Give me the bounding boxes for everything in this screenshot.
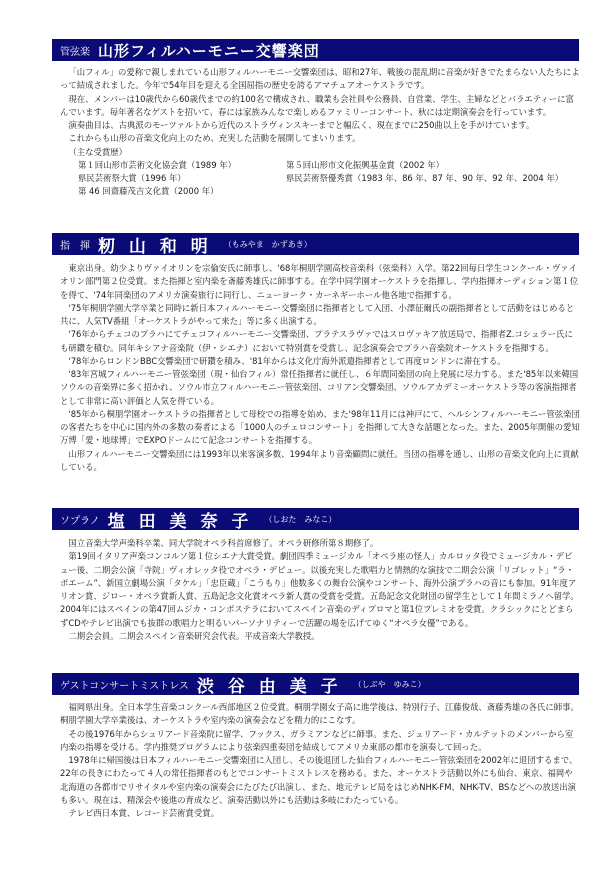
conductor-paragraph: 東京出身。幼少よりヴァイオリンを宗倫安氏に師事し、'68年桐朋学園高校音楽科（弦楽科）入学。第22回毎日学生コンクール・ヴァイオリン部門第２位受賞。また指揮と室内楽を斎藤秀雄氏に師事する。在学中同学園オーケストラを指揮し、学内指揮オーディション第１位を得て、'74年同楽団のアメリカ演奏旅行に同行し、ニューヨーク・カーネギーホール他各地で指揮する。 xyxy=(60,263,579,300)
section-header-mistress xyxy=(52,673,579,695)
mistress-body xyxy=(60,701,580,820)
conductor-paragraph: '85年から桐朋学園オーケストラの指揮者として母校での指導を始め、また'98年11月には神戸にて、ヘルシンフィルハーモニー管弦楽団の客者たちを中心に国内外の多数の奏者による「1000人のチェロコンサート」を指揮して大きな話題となった。また、2005年開催の愛知万博「愛・地球博」でEXPOドームにて記念コンサートを指揮する。 xyxy=(60,408,580,446)
conductor-paragraph: '78年からロンドンBBC交響楽団で研鑽を積み、'81年からは文化庁海外派遣指揮者として再度ロンドンに滞在する。 xyxy=(68,355,506,366)
section-header-orchestra xyxy=(52,39,579,61)
soprano-paragraph: 国立音楽大学声楽科卒業、同大学院オペラ科首席修了。オペラ研修所第８期修了。 xyxy=(68,538,379,548)
orchestra-paragraph: 現在、メンバーは10歳代から60歳代までの約100名で構成され、職業も会社員や公務員、自営業、学生、主婦などとバラエティーに富んでいます。毎年著名なゲストを招いて、春には家族みんなで楽しめるファミリーコンサート、秋には定期演奏会を行っています。 xyxy=(60,93,574,117)
orchestra-title: 山形フィルハーモニー交響楽団 xyxy=(98,41,320,60)
mistress-paragraph: 1978年に帰国後は日本フィルハーモニー交響楽団に入団し、その後退団した仙台フィルハーモニー管弦楽団を2002年に退団するまで、22年の長きにわたって４人の常任指揮者のもとでコンサートミストレスを務める。また、オーケストラ活動以外にも仙台、東京、福岡や北海道の各都市でリサイタルや室内楽の演奏会にたびたび出演し、また、地元テレビ局をはじめNHK-FM、NHK-TV、BSなどへの放送出演も多い。現在は、精深会や後進の育成など、演奏活動以外にも活動は多岐にわたっている。 xyxy=(60,755,578,805)
section-header-conductor xyxy=(52,233,579,255)
awards-heading: （主な受賞歴） xyxy=(68,146,128,157)
award-item: 県民芸術祭優秀賞（1983 年、86 年、87 年、90 年、92 年、2004 年） xyxy=(286,173,564,183)
award-item: 第 46 回齋藤茂吉文化賞（2000 年） xyxy=(78,186,219,197)
award-item: 第５回山形市文化振興基金賞（2002 年） xyxy=(286,159,444,170)
orchestra-paragraph: これからも山形の音楽文化向上のため、充実した活動を展開してまいります。 xyxy=(68,133,361,144)
soprano-name: 塩 田 美 奈 子 xyxy=(107,511,253,530)
conductor-paragraph: '83年宮城フィルハーモニー管弦楽団（現・仙台フィル）常任指揮者に就任し、６年間同楽団の向上発展に尽力する。また'85年以来韓国ソウルの音楽界に多く招かれ、ソウル市立フィルハーモニー管弦楽団、コリアン交響楽団、ソウルアカデミーオーケストラ等の客演指揮者として非常に高い評価と人気を得ている。 xyxy=(60,369,579,406)
orchestra-body xyxy=(60,66,580,199)
conductor-name: 籾 山 和 明 xyxy=(98,236,212,255)
conductor-paragraph: '75年桐朋学園大学卒業と同時に新日本フィルハーモニー交響楽団に指揮者として入団、小澤征爾氏の副指揮者として活動をはじめると共に、人気TV番組「オーケストラがやって来た」等に多く出演する。 xyxy=(60,302,575,326)
soprano-paragraph: 二期会会員。二期会スペイン音楽研究会代表。平成音楽大学教授。 xyxy=(68,630,320,641)
conductor-category: 指 揮 xyxy=(60,240,90,252)
award-item: 第１回山形市芸術文化協会賞（1989 年） xyxy=(78,159,236,170)
conductor-paragraph: 山形フィルハーモニー交響楽団には1993年以来客演多数、1994年より音楽顧問に就任。当団の指導を通し、山形の音楽文化向上に貢献している。 xyxy=(60,448,579,472)
section-header-soprano xyxy=(52,508,579,530)
orchestra-category: 管弦楽 xyxy=(60,46,90,58)
mistress-category: ゲストコンサートミストレス xyxy=(60,680,189,692)
mistress-paragraph: その後1976年からシュリアード音楽院に留学、フックス、ガラミアンなどに師事。また、ジュリアード・カルテットのメンバーから室内楽の指導を受ける。学内推奨プログラムにより弦楽四重奏団を結成してアメリカ東部の都市を演奏して回った。 xyxy=(60,728,574,752)
soprano-category: ソプラノ xyxy=(60,515,100,527)
orchestra-paragraph: 「山フィル」の愛称で親しまれている山形フィルハーモニー交響楽団は、昭和27年、戦後の混乱期に音楽が好きでたまらない人たちによって結成されました。今年で54年目を迎える全国屈指の歴史を誇るアマチュアオーケストラです。 xyxy=(60,67,580,91)
award-item: 県民芸術祭大賞（1996 年） xyxy=(78,173,186,183)
soprano-paragraph: 第19回イタリア声楽コンコルソ第１位シエナ大賞受賞。劇団四季ミュージカル「オペラ座の怪人」カルロッタ役でミュージカル・デビュー後、二期会公演「寺院」ヴィオレッタ役でオペラ・デビュー。以後充実した歌唱力と情熱的な演技で二期会公演「リゴレット」“ラ・ボエーム”、新国立劇場公演「タケル」「忠臣蔵」「こうもり」他数多くの舞台公演やコンサート、海外公演プラハの音にも参加。91年度アリオン賞、ジロー・オペラ賞新人賞、五島記念文化賞オペラ新人賞の受賞を受賞。五島記念文化財団の留学生として１年間ミラノへ留学。2004年にはスペインの第47回ムジカ・コンポステラにおいてスペイン音楽のディプロマと第1位プレミオを受賞。クラシックにとどまらずCDやテレビ出演でも抜群の歌唱力と明るいパーソナリティーで活躍の場を広げてゆく“オペラ女優”である。 xyxy=(60,551,579,628)
mistress-reading: （しぶや ゆみこ） xyxy=(353,679,426,689)
soprano-reading: （しおた みなこ） xyxy=(264,514,337,524)
conductor-body xyxy=(60,262,580,474)
conductor-reading: （もみやま かずあき） xyxy=(223,239,312,249)
mistress-paragraph: テレビ西日本賞、レコード芸術賞受賞。 xyxy=(68,808,219,818)
orchestra-paragraph: 演奏曲目は、古典派のモーツァルトから近代のストラヴィンスキーまでと幅広く、現在までに250曲以上を手がけています。 xyxy=(68,120,535,130)
mistress-name: 渋 谷 由 美 子 xyxy=(196,676,342,695)
awards-list xyxy=(78,159,580,199)
conductor-paragraph: '76年からチェコのプラハにてチェコフィルハーモニー交響楽団、プラテスラヴァではスロヴァキア放送局で、指揮者Z.コシュラー氏にも研鑽を積む。同年キシアナ音楽院（伊・シエナ）において特別賞を受賞し、記念演奏会でプラハ音楽院オーケストラを指揮する。 xyxy=(60,329,573,353)
mistress-paragraph: 福岡県出身。全日本学生音楽コンクール西部地区２位受賞。桐朋学園女子高に進学後は、特別行子、江藤俊哉、斎藤秀雄の各氏に師事。桐朋学園大学卒業後は、オーケストラや室内楽の演奏会などを精力的にこなす。 xyxy=(60,702,579,726)
soprano-body xyxy=(60,537,580,643)
